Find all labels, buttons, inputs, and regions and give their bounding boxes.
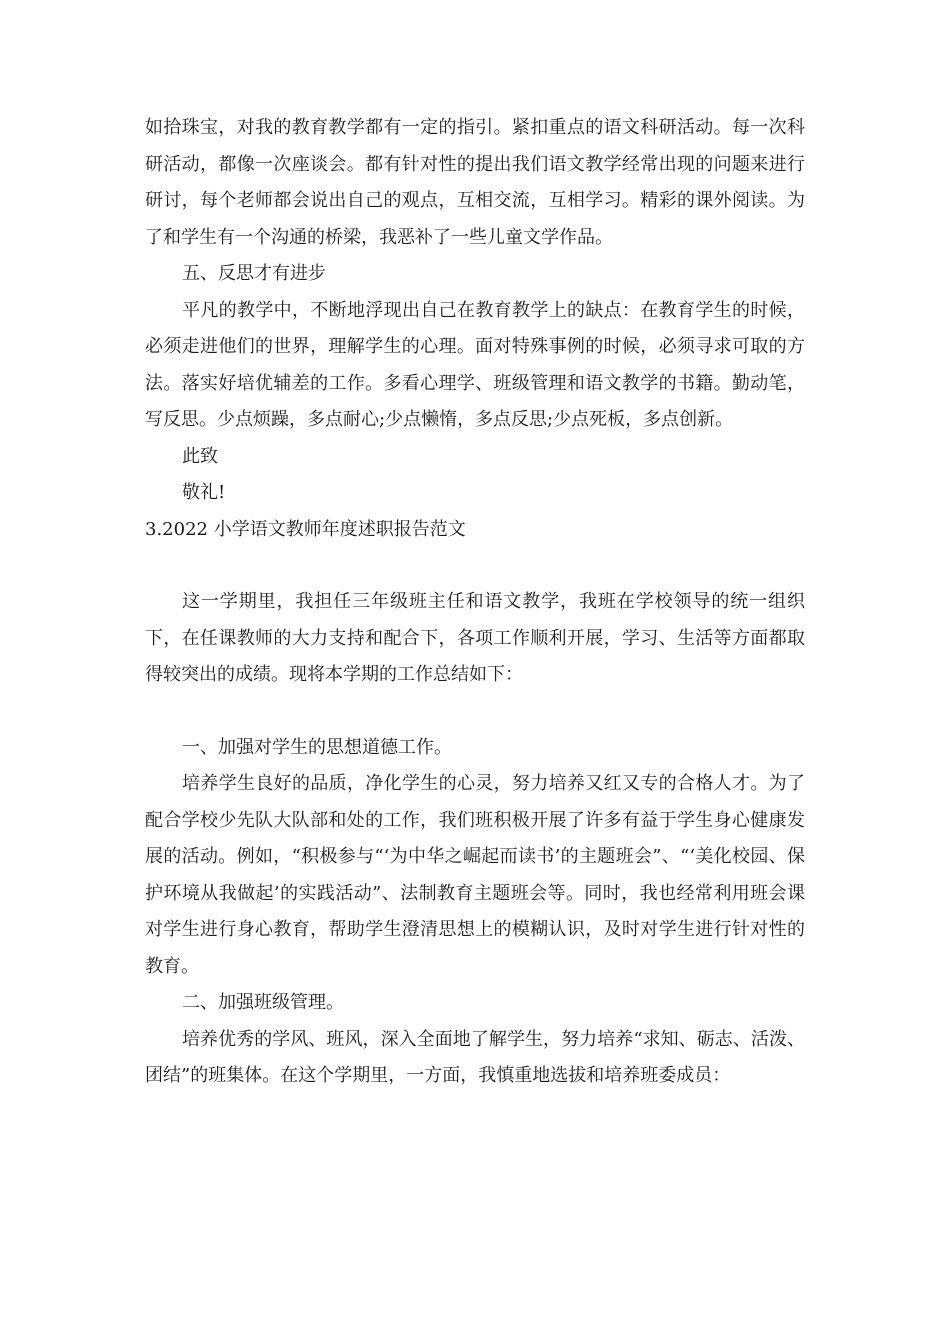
paragraph-class-management: 培养优秀的学风、班风，深入全面地了解学生，努力培养“求知、砺志、活泼、团结”的班集体。在这个学期里，一方面，我慎重地选拔和培养班委成员： <box>145 1028 805 1086</box>
closing-cizhi: 此致 <box>182 445 218 467</box>
paragraph-intro: 这一学期里，我担任三年级班主任和语文教学，我班在学校领导的统一组织下，在任课教师的大力支持和配合下，各项工作顺利开展，学习、生活等方面都取得较突出的成绩。现将本学期的工作总结如下： <box>145 591 805 685</box>
section-heading-2: 二、加强班级管理。 <box>182 992 344 1013</box>
document-page <box>145 110 805 1095</box>
paragraph-continued: 如拾珠宝，对我的教育教学都有一定的指引。紧扣重点的语文科研活动。每一次科研活动，都像一次座谈会。都有针对性的提出我们语文教学经常出现的问题来进行研讨，每个老师都会说出自己的观点，互相交流，互相学习。精彩的课外阅读。为了和学生有一个沟通的桥梁，我恶补了一些儿童文学作品。 <box>145 117 805 248</box>
report-title: 3.2022 小学语文教师年度述职报告范文 <box>145 518 466 540</box>
closing-jingli: 敬礼! <box>182 482 226 503</box>
paragraph-reflection: 平凡的教学中，不断地浮现出自己在教育教学上的缺点：在教育学生的时候，必须走进他们的世界，理解学生的心理。面对特殊事例的时候，必须寻求可取的方法。落实好培优辅差的工作。多看心理学、班级管理和语文教学的书籍。勤动笔，写反思。少点烦躁，多点耐心;少点懒惰，多点反思;少点死板，多点创新。 <box>145 299 805 430</box>
section-heading-5: 五、反思才有进步 <box>182 263 326 284</box>
paragraph-moral-education: 培养学生良好的品质，净化学生的心灵，努力培养又红又专的合格人才。为了配合学校少先队大队部和处的工作，我们班积极开展了许多有益于学生身心健康发展的活动。例如，“积极参与“‘为中华之崛起而读书’的主题班会”、“‘美化校园、保护环境从我做起’的实践活动”、法制教育主题班会等。同时，我也经常利用班会课对学生进行身心教育，帮助学生澄清思想上的模糊认识，及时对学生进行针对性的教育。 <box>145 773 805 977</box>
section-heading-1: 一、加强对学生的思想道德工作。 <box>182 736 452 758</box>
